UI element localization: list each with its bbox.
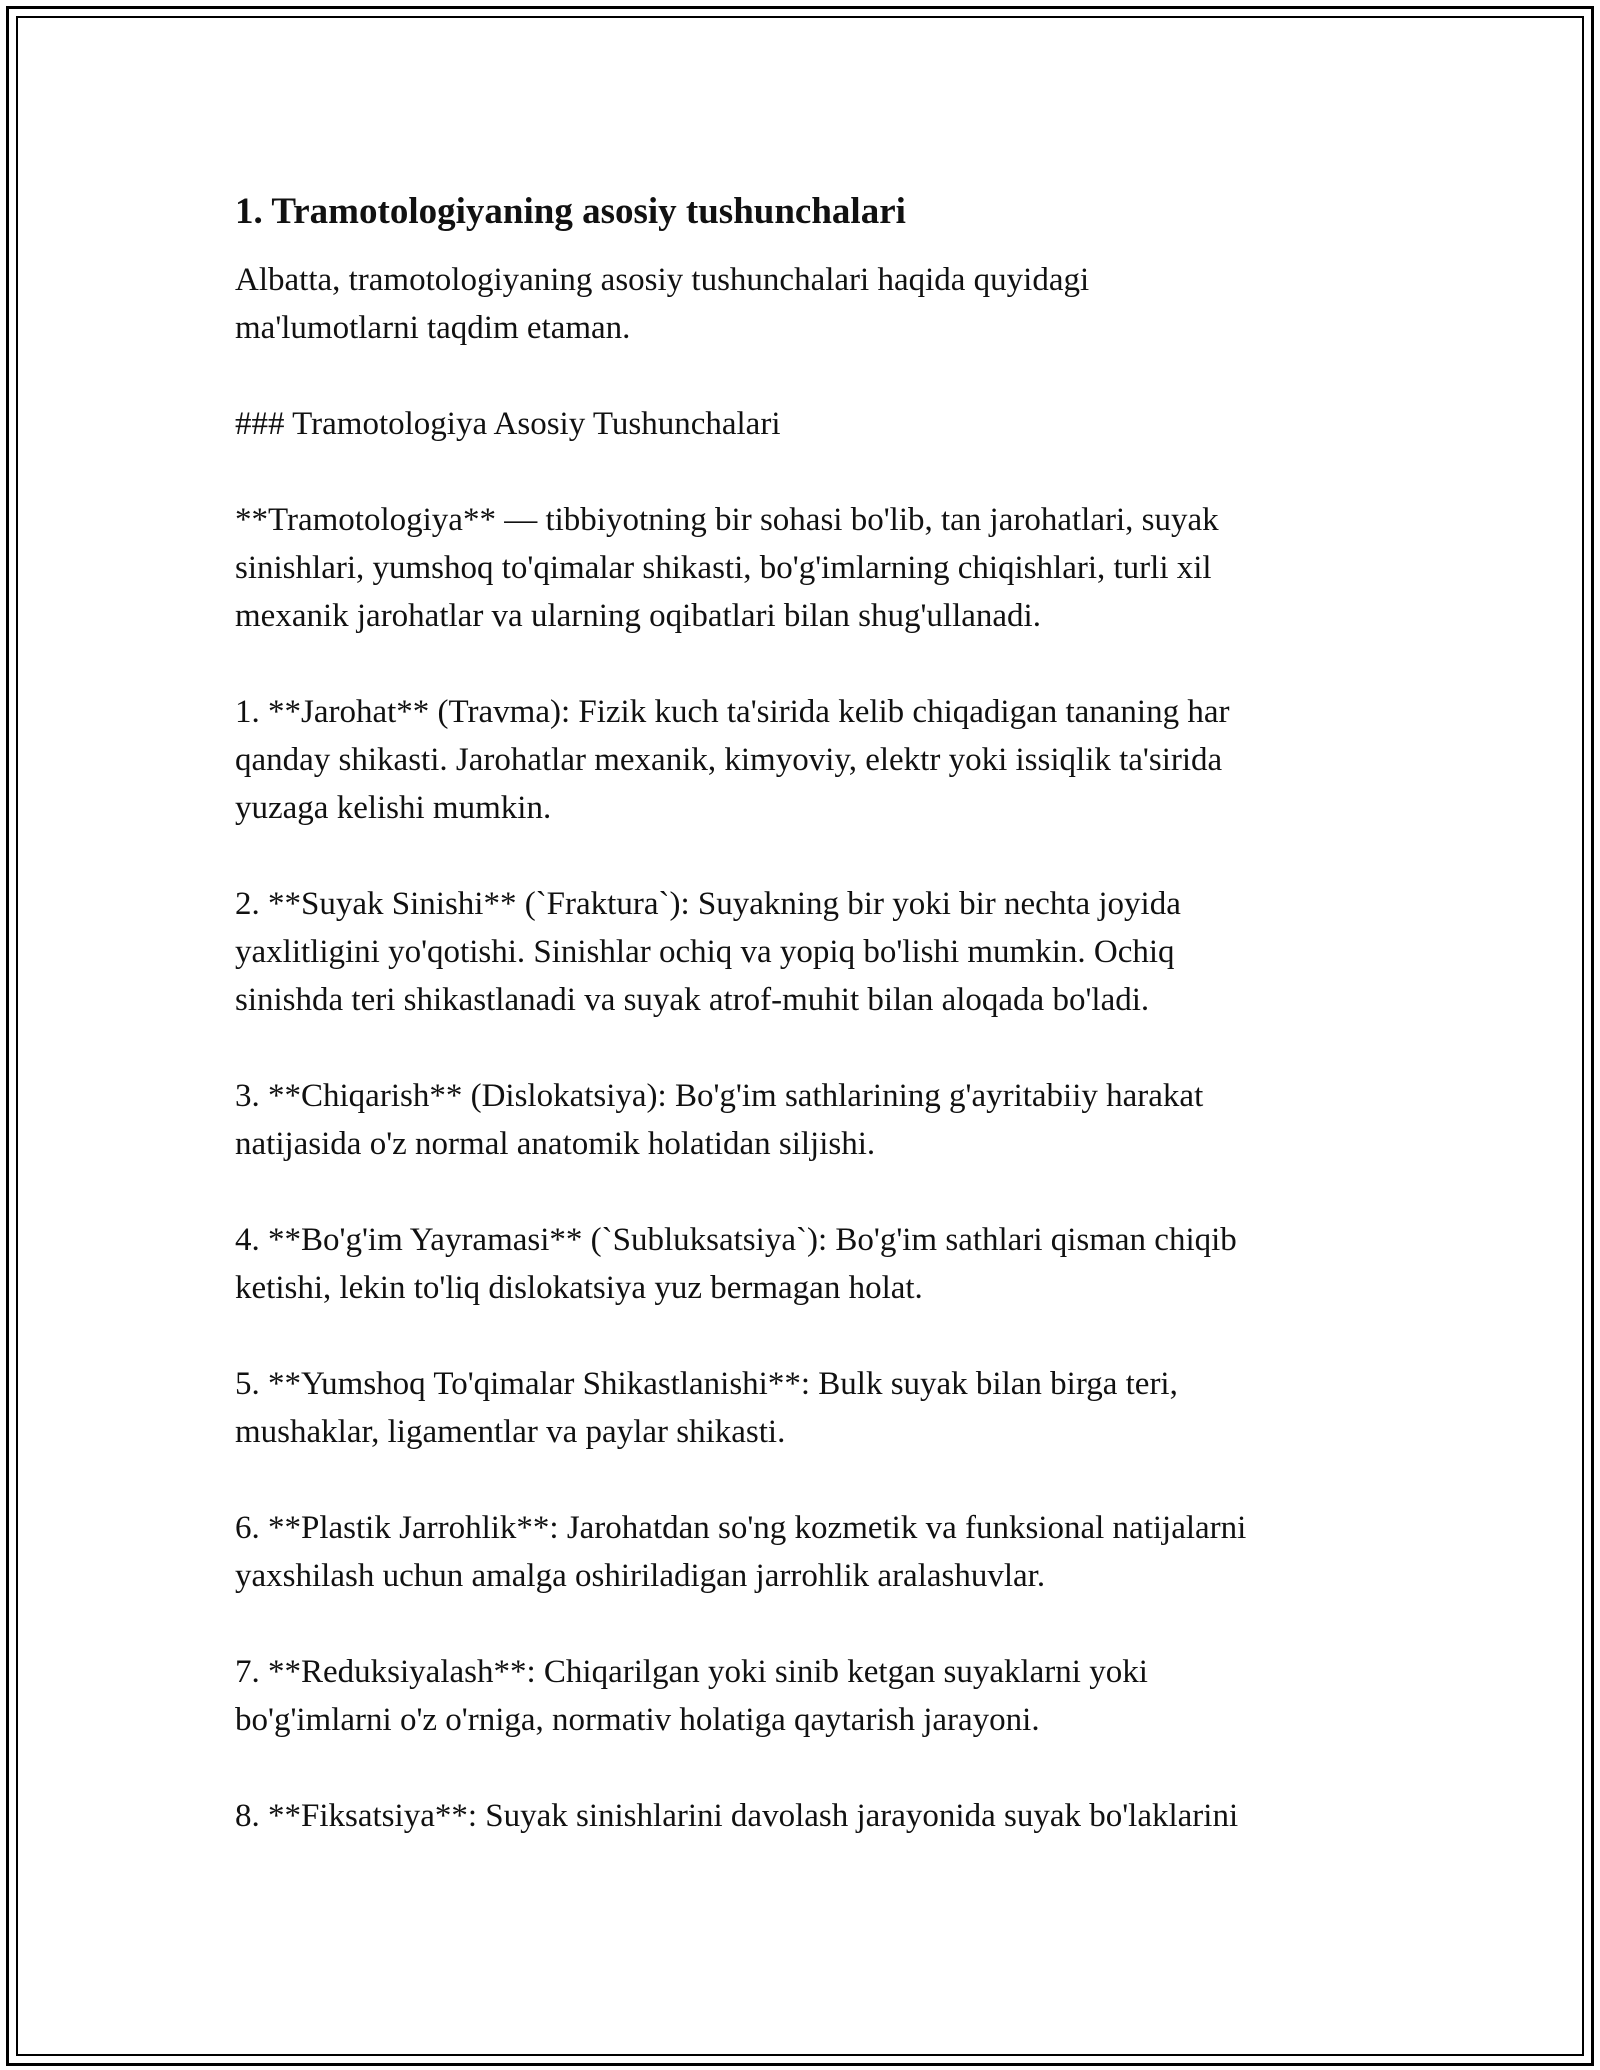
text-line: Albatta, tramotologiyaning asosiy tushunchalari haqida quyidagi <box>235 262 1090 298</box>
list-item-8 <box>235 1792 1385 1840</box>
text-line: 7. **Reduksiyalash**: Chiqarilgan yoki sinib ketgan suyaklarni yoki <box>235 1654 1148 1690</box>
text-line: qanday shikasti. Jarohatlar mexanik, kimyoviy, elektr yoki issiqlik ta'sirida <box>235 742 1223 778</box>
text-line: mushaklar, ligamentlar va paylar shikasti. <box>235 1414 786 1450</box>
list-item-2 <box>235 880 1385 1024</box>
section-heading-markdown <box>235 400 1385 448</box>
text-line: 8. **Fiksatsiya**: Suyak sinishlarini davolash jarayonida suyak bo'laklarini <box>235 1798 1239 1834</box>
document-body <box>235 188 1385 1888</box>
text-line: 5. **Yumshoq To'qimalar Shikastlanishi**: Bulk suyak bilan birga teri, <box>235 1366 1178 1402</box>
text-line: ma'lumotlarni taqdim etaman. <box>235 310 631 346</box>
list-item-1 <box>235 688 1385 832</box>
list-item-3 <box>235 1072 1385 1168</box>
list-item-7 <box>235 1648 1385 1744</box>
text-line: mexanik jarohatlar va ularning oqibatlari bilan shug'ullanadi. <box>235 598 1041 634</box>
text-line: 2. **Suyak Sinishi** (`Fraktura`): Suyakning bir yoki bir nechta joyida <box>235 886 1181 922</box>
text-line: 4. **Bo'g'im Yayramasi** (`Subluksatsiya`): Bo'g'im sathlari qisman chiqib <box>235 1222 1237 1258</box>
text-line: **Tramotologiya** — tibbiyotning bir sohasi bo'lib, tan jarohatlari, suyak <box>235 502 1219 538</box>
definition-paragraph <box>235 496 1385 640</box>
list-item-5 <box>235 1360 1385 1456</box>
text-line: sinishda teri shikastlanadi va suyak atrof-muhit bilan aloqada bo'ladi. <box>235 982 1150 1018</box>
intro-paragraph <box>235 256 1385 352</box>
text-line: 6. **Plastik Jarrohlik**: Jarohatdan so'ng kozmetik va funksional natijalarni <box>235 1510 1247 1546</box>
text-line: natijasida o'z normal anatomik holatidan siljishi. <box>235 1126 876 1162</box>
text-line: 3. **Chiqarish** (Dislokatsiya): Bo'g'im sathlarining g'ayritabiiy harakat <box>235 1078 1204 1114</box>
text-line: yaxshilash uchun amalga oshiriladigan jarrohlik aralashuvlar. <box>235 1558 1046 1594</box>
text-line: bo'g'imlarni o'z o'rniga, normativ holatiga qaytarish jarayoni. <box>235 1702 1040 1738</box>
text-line: yuzaga kelishi mumkin. <box>235 790 552 826</box>
list-item-4 <box>235 1216 1385 1312</box>
text-line: sinishlari, yumshoq to'qimalar shikasti, bo'g'imlarning chiqishlari, turli xil <box>235 550 1212 586</box>
text-line: yaxlitligini yo'qotishi. Sinishlar ochiq va yopiq bo'lishi mumkin. Ochiq <box>235 934 1175 970</box>
text-line: 1. **Jarohat** (Travma): Fizik kuch ta'sirida kelib chiqadigan tananing har <box>235 694 1230 730</box>
document-title: 1. Tramotologiyaning asosiy tushunchalari <box>235 191 906 232</box>
text-line: ketishi, lekin to'liq dislokatsiya yuz bermagan holat. <box>235 1270 923 1306</box>
list-item-6 <box>235 1504 1385 1600</box>
text-line: ### Tramotologiya Asosiy Tushunchalari <box>235 406 781 442</box>
